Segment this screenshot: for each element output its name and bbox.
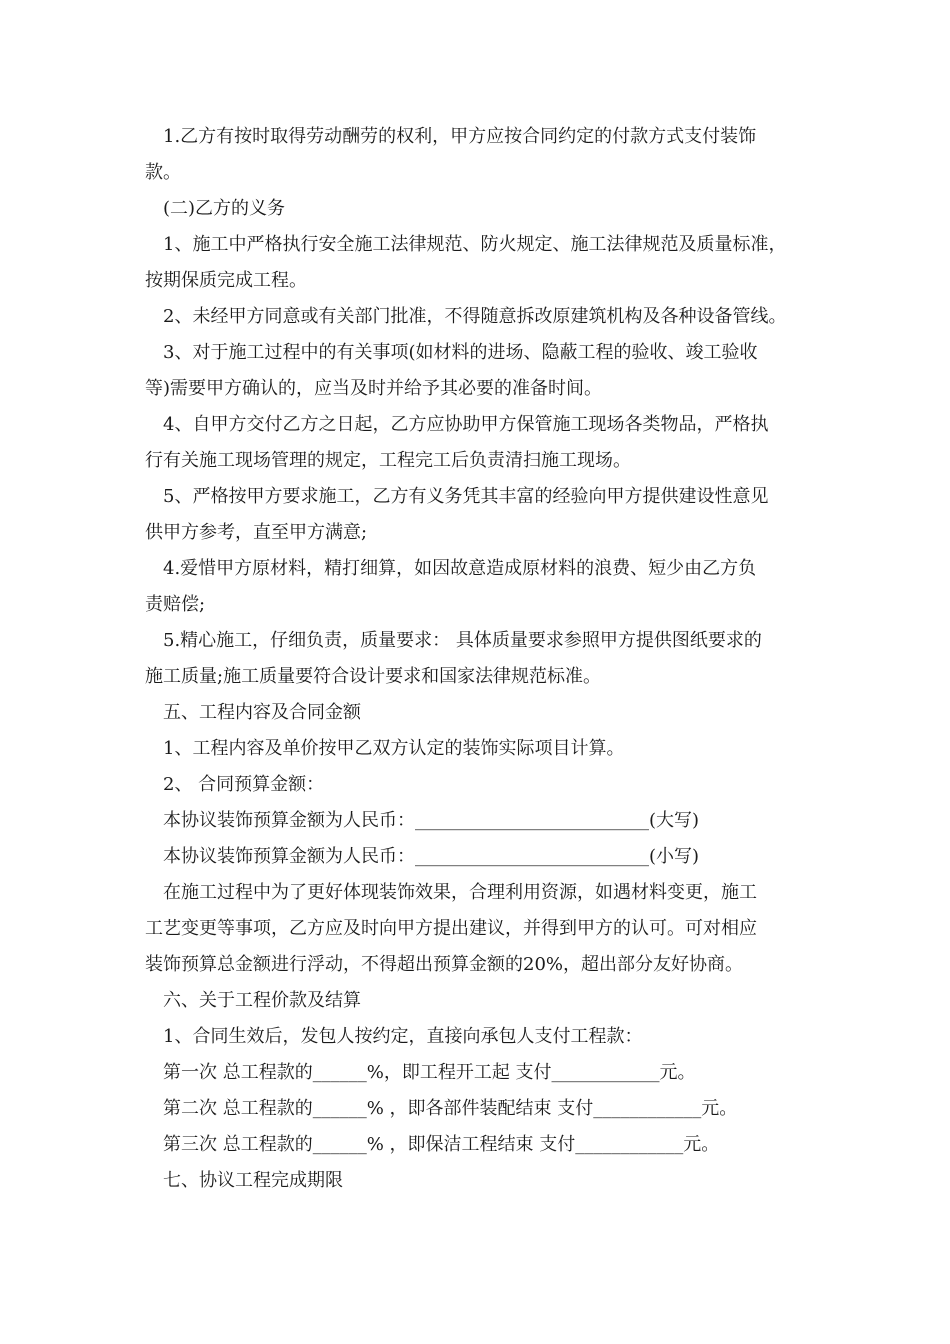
paragraph-line: 5.精心施工，仔细负责，质量要求： 具体质量要求参照甲方提供图纸要求的 xyxy=(163,630,762,651)
paragraph-line: 1、合同生效后，发包人按约定，直接向承包人支付工程款： xyxy=(163,1026,643,1047)
paragraph-line: 4.爱惜甲方原材料，精打细算，如因故意造成原材料的浪费、短少由乙方负 xyxy=(163,558,757,579)
paragraph-line: 装饰预算总金额进行浮动，不得超出预算金额的20%，超出部分友好协商。 xyxy=(145,954,744,975)
paragraph-line: 行有关施工现场管理的规定，工程完工后负责清扫施工现场。 xyxy=(145,450,631,471)
paragraph-line: 1、施工中严格执行安全施工法律规范、防火规定、施工法律规范及质量标准， xyxy=(163,234,787,255)
paragraph-line: 1.乙方有按时取得劳动酬劳的权利，甲方应按合同约定的付款方式支付装饰 xyxy=(163,126,757,147)
section-heading: (二)乙方的义务 xyxy=(163,198,286,219)
amount-blank-line: 本协议装饰预算金额为人民币：__________________________(大写) xyxy=(163,810,700,831)
payment-blank-line: 第三次 总工程款的______% ，即保洁工程结束 支付____________元。 xyxy=(163,1134,720,1155)
paragraph-line: 施工质量;施工质量要符合设计要求和国家法律规范标准。 xyxy=(145,666,602,687)
paragraph-line: 供甲方参考，直至甲方满意; xyxy=(145,522,368,543)
document-body xyxy=(145,119,825,1199)
paragraph-line: 责赔偿; xyxy=(145,594,206,615)
payment-blank-line: 第一次 总工程款的______%，即工程开工起 支付____________元。 xyxy=(163,1062,696,1083)
paragraph-line: 2、未经甲方同意或有关部门批准，不得随意拆改原建筑机构及各种设备管线。 xyxy=(163,306,787,327)
paragraph-line: 按期保质完成工程。 xyxy=(145,270,307,291)
amount-blank-line: 本协议装饰预算金额为人民币：__________________________(小写) xyxy=(163,846,700,867)
paragraph-line: 2、 合同预算金额： xyxy=(163,774,325,795)
paragraph-line: 3、对于施工过程中的有关事项(如材料的进场、隐蔽工程的验收、竣工验收 xyxy=(163,342,758,363)
paragraph-line: 1、工程内容及单价按甲乙双方认定的装饰实际项目计算。 xyxy=(163,738,625,759)
paragraph-line: 5、严格按甲方要求施工，乙方有义务凭其丰富的经验向甲方提供建设性意见 xyxy=(163,486,769,507)
section-heading: 七、协议工程完成期限 xyxy=(163,1170,343,1191)
section-heading: 六、关于工程价款及结算 xyxy=(163,990,361,1011)
paragraph-line: 在施工过程中为了更好体现装饰效果，合理利用资源，如遇材料变更，施工 xyxy=(163,882,757,903)
paragraph-line: 工艺变更等事项，乙方应及时向甲方提出建议，并得到甲方的认可。可对相应 xyxy=(145,918,757,939)
paragraph-line: 款。 xyxy=(145,162,181,183)
section-heading: 五、工程内容及合同金额 xyxy=(163,702,361,723)
paragraph-line: 等)需要甲方确认的，应当及时并给予其必要的准备时间。 xyxy=(145,378,603,399)
payment-blank-line: 第二次 总工程款的______% ，即各部件装配结束 支付____________元。 xyxy=(163,1098,738,1119)
paragraph-line: 4、自甲方交付乙方之日起，乙方应协助甲方保管施工现场各类物品，严格执 xyxy=(163,414,769,435)
